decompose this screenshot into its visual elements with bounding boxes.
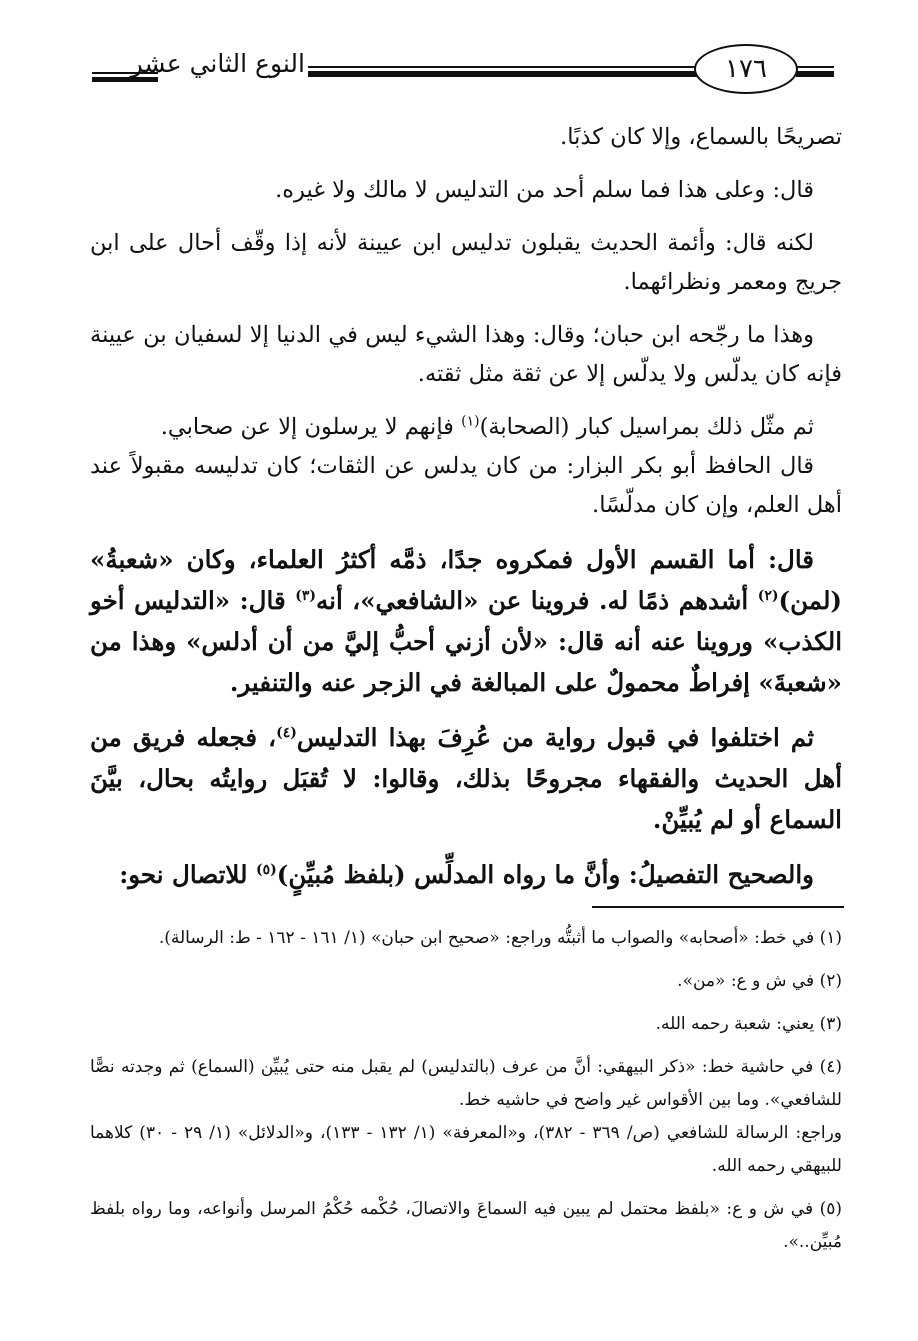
footnote-ref: (٢) (757, 587, 779, 604)
header-rule-right-thick (796, 71, 834, 77)
paragraph-text: قال: أما القسم الأول فمكروه جدًا، ذمَّه أكثرُ العلماء، وكان «شعبةُ» (لمن) (90, 545, 842, 615)
paragraph-text: والصحيح التفصيلُ: وأنَّ ما رواه المدلِّس (بلفظ مُبيِّنٍ) (276, 860, 814, 889)
footnote: (٢) في ش و ع: «من». (677, 971, 842, 991)
paragraph: تصريحًا بالسماع، وإلا كان كذبًا. (560, 124, 842, 150)
paragraph-text: ثم اختلفوا في قبول رواية من عُرِفَ بهذا التدليس (296, 723, 815, 752)
paragraph-text: أشدهم ذمًا له. فروينا عن «الشافعي»، أنه (316, 586, 758, 615)
paragraph-text: فإنهم لا يرسلون إلا عن صحابي. (160, 414, 462, 440)
footnote: (١) في خط: «أصحابه» والصواب ما أثبتُّه وراجع: «صحيح ابن حبان» (١/ ١٦١ - ١٦٢ - ط: الرسالة). (158, 928, 842, 948)
footnote: (٤) في حاشية خط: «ذكر البيهقي: أنَّ من عرف (بالتدليس) لم يقبل منه حتى يُبيِّن (السماع) ثم وجدته نصًّا للشافعي». وما بين الأقواس غير واضح في حاشيه خط. (90, 1057, 842, 1110)
paragraph-text: قال: «التدليس أخو الكذب» وروينا عنه أنه قال: «لأن أزني أحبُّ إليَّ من أن أدلس» وهذا من «شعبةَ» إفراطٌ محمولٌ على المبالغة في الزجر عنه والتنفير. (90, 586, 842, 697)
footnote-ref: (٤) (276, 724, 297, 741)
footnote-ref: (١) (461, 413, 480, 430)
paragraph: وهذا ما رجّحه ابن حبان؛ وقال: وهذا الشيء ليس في الدنيا إلا لسفيان بن عيينة فإنه كان يدلّس ولا يدلّس إلا عن ثقة مثل ثقته. (90, 322, 842, 387)
footnote-ref: (٣) (295, 587, 316, 604)
header-rule-right (796, 66, 834, 68)
quoted-paragraph (90, 854, 842, 895)
header-rule-middle (308, 66, 700, 68)
paragraph: قال الحافظ أبو بكر البزار: من كان يدلس عن الثقات؛ كان تدليسه مقبولاً عند أهل العلم، وإن كان مدلّسًا. (90, 453, 842, 518)
page-number: ١٧٦ (694, 44, 798, 94)
footnotes (90, 922, 842, 1269)
paragraph (90, 408, 842, 447)
main-text (90, 118, 842, 895)
quoted-paragraph (90, 539, 842, 703)
paragraph-text: للاتصال نحو: (119, 860, 256, 889)
header-rule-middle-thick (308, 71, 700, 77)
footnote: (٣) يعني: شعبة رحمه الله. (655, 1014, 842, 1034)
paragraph-text: ، فجعله فريق من أهل الحديث والفقهاء مجروحًا بذلك، وقالوا: لا تُقبَل روايتُه بحال، بيَّنَ السماع أو لم يُبيِّنْ. (90, 723, 842, 834)
paragraph: لكنه قال: وأئمة الحديث يقبلون تدليس ابن عيينة لأنه إذا وقّف أحال على ابن جريج ومعمر ونظرائهما. (90, 230, 842, 295)
paragraph: قال: وعلى هذا فما سلم أحد من التدليس لا مالك ولا غيره. (275, 177, 814, 203)
chapter-title: النوع الثاني عشر (130, 49, 305, 78)
footnote-ref: (٥) (256, 861, 277, 878)
footnote: (٥) في ش و ع: «بلفظ محتمل لم يبين فيه السماعَ والاتصالَ، حُكْمه حُكْمُ المرسل وأنواعه، وما رواه بلفظ مُبيِّن..». (90, 1199, 842, 1252)
footnote: وراجع: الرسالة للشافعي (ص/ ٣٦٩ - ٣٨٢)، و«المعرفة» (١/ ١٣٢ - ١٣٣)، و«الدلائل» (١/ ٢٩ - ٣٠) كلاهما للبيهقي رحمه الله. (90, 1123, 842, 1176)
footnote-separator (592, 906, 844, 908)
paragraph-text: ثم مثّل ذلك بمراسيل كبار (الصحابة) (479, 414, 814, 440)
quoted-paragraph (90, 717, 842, 840)
